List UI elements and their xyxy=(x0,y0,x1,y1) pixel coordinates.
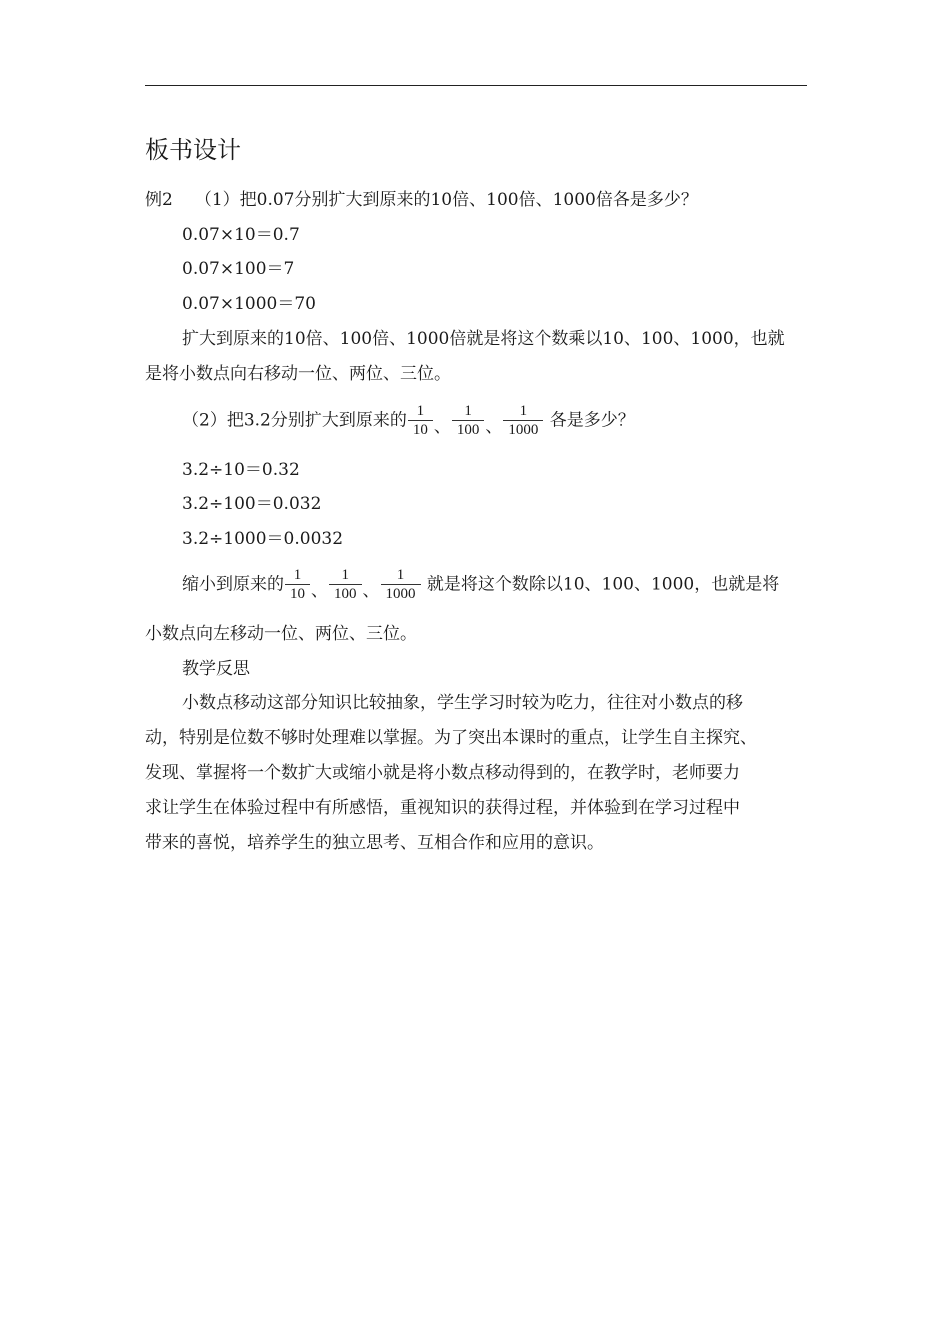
question-2-suffix: 各是多少？ xyxy=(549,410,635,431)
question-1-text: （1）把0.07分别扩大到原来的10倍、100倍、1000倍各是多少？ xyxy=(194,190,698,210)
fraction-denominator: 10 xyxy=(412,422,428,438)
reflection-line-2: 动，特别是位数不够时处理难以掌握。为了突出本课时的重点，让学生自主探究、 xyxy=(145,728,757,748)
fraction-numerator: 1 xyxy=(452,402,485,421)
fraction-denominator: 100 xyxy=(456,422,480,438)
reflection-line-5: 带来的喜悦，培养学生的独立思考、互相合作和应用的意识。 xyxy=(145,833,604,853)
fraction-denominator: 1000 xyxy=(508,422,539,438)
fraction-one-hundredth xyxy=(452,402,485,439)
fraction-denominator: 10 xyxy=(290,586,305,602)
conclusion-2-suffix: 就是将这个数除以10、100、1000，也就是将 xyxy=(426,574,780,595)
conclusion-1-line-1: 扩大到原来的10倍、100倍、1000倍就是将这个数乘以10、100、1000，也就 xyxy=(182,329,785,349)
conclusion-1-line-2: 是将小数点向右移动一位、两位、三位。 xyxy=(145,364,451,384)
page-heading: 板书设计 xyxy=(145,136,241,164)
fraction-denominator: 1000 xyxy=(385,586,416,602)
header-rule xyxy=(145,85,807,86)
conclusion-2-prefix: 缩小到原来的 xyxy=(182,574,284,595)
example-question-2 xyxy=(182,402,635,439)
calc-line: 3.2÷1000＝0.0032 xyxy=(182,529,344,549)
separator: 、 xyxy=(433,416,451,437)
example-label: 例2 xyxy=(145,190,173,210)
reflection-title: 教学反思 xyxy=(182,659,250,679)
fraction-numerator: 1 xyxy=(503,402,543,421)
calc-line: 3.2÷100＝0.032 xyxy=(182,494,322,514)
fraction-one-thousandth xyxy=(381,566,421,603)
separator: 、 xyxy=(311,580,328,601)
calc-line: 0.07×1000＝70 xyxy=(182,294,316,314)
fraction-numerator: 1 xyxy=(285,566,310,585)
fraction-one-thousandth xyxy=(503,402,543,439)
fraction-numerator: 1 xyxy=(408,402,433,421)
reflection-line-3: 发现、掌握将一个数扩大或缩小就是将小数点移动得到的，在教学时，老师要力 xyxy=(145,763,740,783)
fraction-one-hundredth xyxy=(329,566,362,603)
separator: 、 xyxy=(485,416,503,437)
calc-line: 0.07×10＝0.7 xyxy=(182,225,300,245)
fraction-denominator: 100 xyxy=(334,586,357,602)
reflection-line-1: 小数点移动这部分知识比较抽象，学生学习时较为吃力，往往对小数点的移 xyxy=(182,693,743,713)
calc-line: 0.07×100＝7 xyxy=(182,259,295,279)
fraction-numerator: 1 xyxy=(329,566,362,585)
example-question-1 xyxy=(145,188,698,212)
separator: 、 xyxy=(362,580,380,601)
conclusion-2-line-2: 小数点向左移动一位、两位、三位。 xyxy=(145,624,417,644)
question-2-prefix: （2）把3.2分别扩大到原来的 xyxy=(182,410,407,431)
fraction-numerator: 1 xyxy=(381,566,421,585)
reflection-line-4: 求让学生在体验过程中有所感悟，重视知识的获得过程，并体验到在学习过程中 xyxy=(145,798,740,818)
fraction-one-tenth xyxy=(408,402,433,439)
calc-line: 3.2÷10＝0.32 xyxy=(182,460,300,480)
fraction-one-tenth xyxy=(285,566,310,603)
conclusion-2-line-1 xyxy=(182,566,779,603)
